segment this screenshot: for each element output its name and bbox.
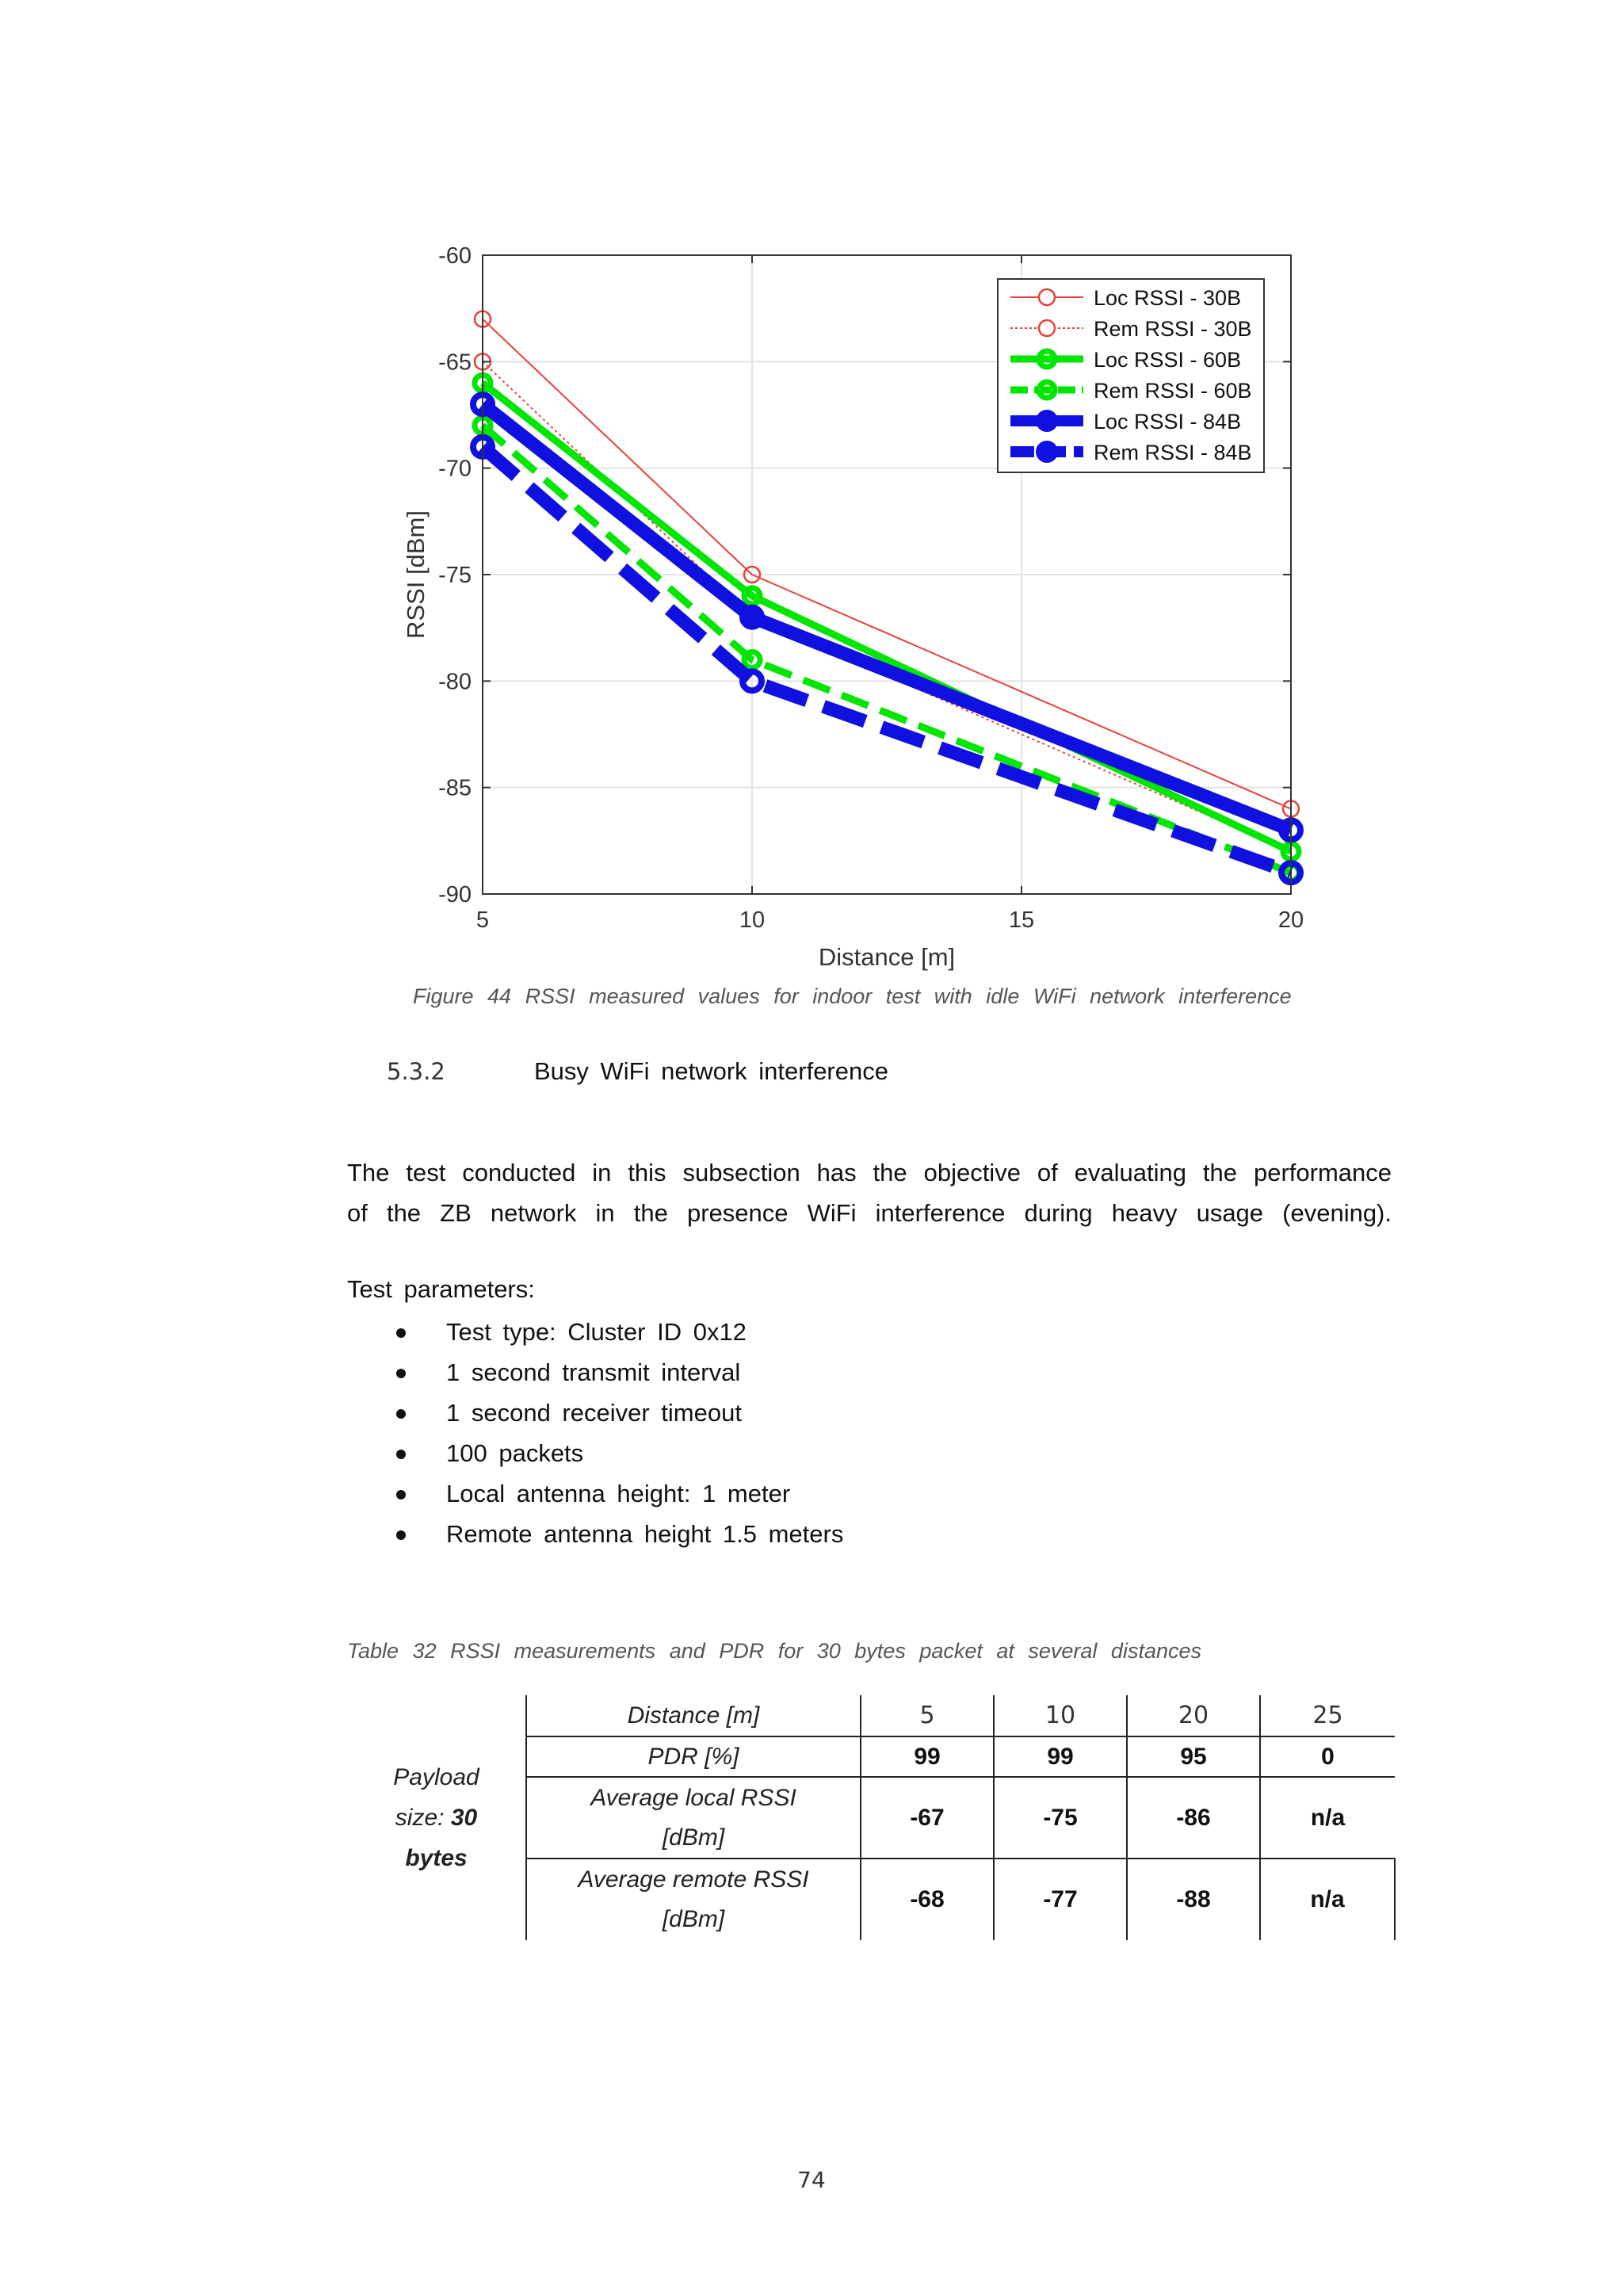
- list-item: 100 packets: [396, 1437, 843, 1477]
- pdr-cell: 99: [861, 1736, 994, 1777]
- section-number: 5.3.2: [387, 1058, 445, 1085]
- chart-legend: [998, 279, 1264, 472]
- distance-cell: 5: [861, 1695, 994, 1736]
- x-tick-label: 5: [475, 907, 490, 933]
- distance-cell: 25: [1260, 1695, 1395, 1736]
- group-label-line: size:: [395, 1805, 445, 1831]
- legend-label: Loc RSSI - 60B: [1094, 348, 1242, 372]
- rssi-pdr-table: [347, 1695, 1396, 1940]
- legend-label: Rem RSSI - 84B: [1094, 441, 1252, 464]
- remote-rssi-cell: n/a: [1260, 1859, 1395, 1940]
- group-label-line: Payload: [393, 1764, 479, 1790]
- params-list: [396, 1316, 843, 1558]
- remote-rssi-label: [526, 1859, 861, 1940]
- y-tick-label: -80: [438, 669, 472, 695]
- distance-cell: 10: [994, 1695, 1127, 1736]
- distance-label: Distance [m]: [526, 1695, 861, 1736]
- y-tick-label: -65: [438, 350, 472, 376]
- table-caption: Table 32 RSSI measurements and PDR for 30 bytes packet at several distances: [347, 1639, 1201, 1663]
- list-item: 1 second receiver timeout: [396, 1396, 843, 1437]
- legend-label: Rem RSSI - 30B: [1094, 317, 1252, 341]
- list-item: 1 second transmit interval: [396, 1356, 843, 1396]
- pdr-cell: 95: [1127, 1736, 1260, 1777]
- y-axis-label: RSSI [dBm]: [402, 510, 430, 639]
- x-axis-label: Distance [m]: [818, 943, 956, 971]
- x-tick-label: 20: [1277, 907, 1304, 933]
- legend-label: Loc RSSI - 30B: [1094, 286, 1242, 310]
- list-item: Local antenna height: 1 meter: [396, 1477, 843, 1518]
- remote-rssi-cell: -77: [994, 1859, 1127, 1940]
- pdr-label: PDR [%]: [526, 1736, 861, 1777]
- params-title: Test parameters:: [347, 1275, 535, 1303]
- x-tick-label: 10: [739, 907, 766, 933]
- local-rssi-label-unit: [dBm]: [662, 1824, 725, 1851]
- y-tick-label: -85: [438, 775, 472, 801]
- group-label-line: bytes: [405, 1845, 468, 1871]
- local-rssi-cell: -67: [861, 1777, 994, 1859]
- legend-marker: [1039, 320, 1055, 336]
- remote-rssi-label-line: Average remote RSSI: [578, 1866, 809, 1893]
- local-rssi-cell: n/a: [1260, 1777, 1395, 1859]
- remote-rssi-cell: -68: [861, 1859, 994, 1940]
- legend-label: Rem RSSI - 60B: [1094, 379, 1252, 403]
- y-tick-label: -90: [438, 882, 472, 907]
- page-number: 74: [797, 2167, 826, 2193]
- remote-rssi-label-unit: [dBm]: [662, 1906, 725, 1932]
- local-rssi-label: [526, 1777, 861, 1859]
- table-row: [347, 1695, 1395, 1736]
- figure-caption: Figure 44 RSSI measured values for indoor test with idle WiFi network interference: [413, 984, 1292, 1008]
- rssi-line-chart: [372, 230, 1355, 991]
- y-tick-label: -75: [438, 563, 472, 588]
- payload-group-label: [347, 1695, 526, 1940]
- list-item: Remote antenna height 1.5 meters: [396, 1518, 843, 1558]
- paragraph-line-1: The test conducted in this subsection has the objective of evaluating the performance: [347, 1159, 1392, 1186]
- pdr-cell: 0: [1260, 1736, 1395, 1777]
- section-heading: [387, 1057, 888, 1086]
- y-tick-label: -60: [438, 243, 472, 269]
- legend-label: Loc RSSI - 84B: [1094, 410, 1242, 434]
- x-tick-label: 15: [1008, 907, 1035, 933]
- y-tick-label: -70: [438, 456, 472, 482]
- remote-rssi-cell: -88: [1127, 1859, 1260, 1940]
- pdr-cell: 99: [994, 1736, 1127, 1777]
- group-label-value: 30: [450, 1805, 478, 1831]
- distance-cell: 20: [1127, 1695, 1260, 1736]
- list-item: Test type: Cluster ID 0x12: [396, 1316, 843, 1356]
- legend-marker: [1039, 289, 1055, 305]
- local-rssi-cell: -86: [1127, 1777, 1260, 1859]
- local-rssi-label-line: Average local RSSI: [590, 1784, 796, 1811]
- local-rssi-cell: -75: [994, 1777, 1127, 1859]
- section-title: Busy WiFi network interference: [534, 1057, 888, 1085]
- paragraph-line-2: of the ZB network in the presence WiFi interference during heavy usage (evening).: [347, 1199, 1392, 1227]
